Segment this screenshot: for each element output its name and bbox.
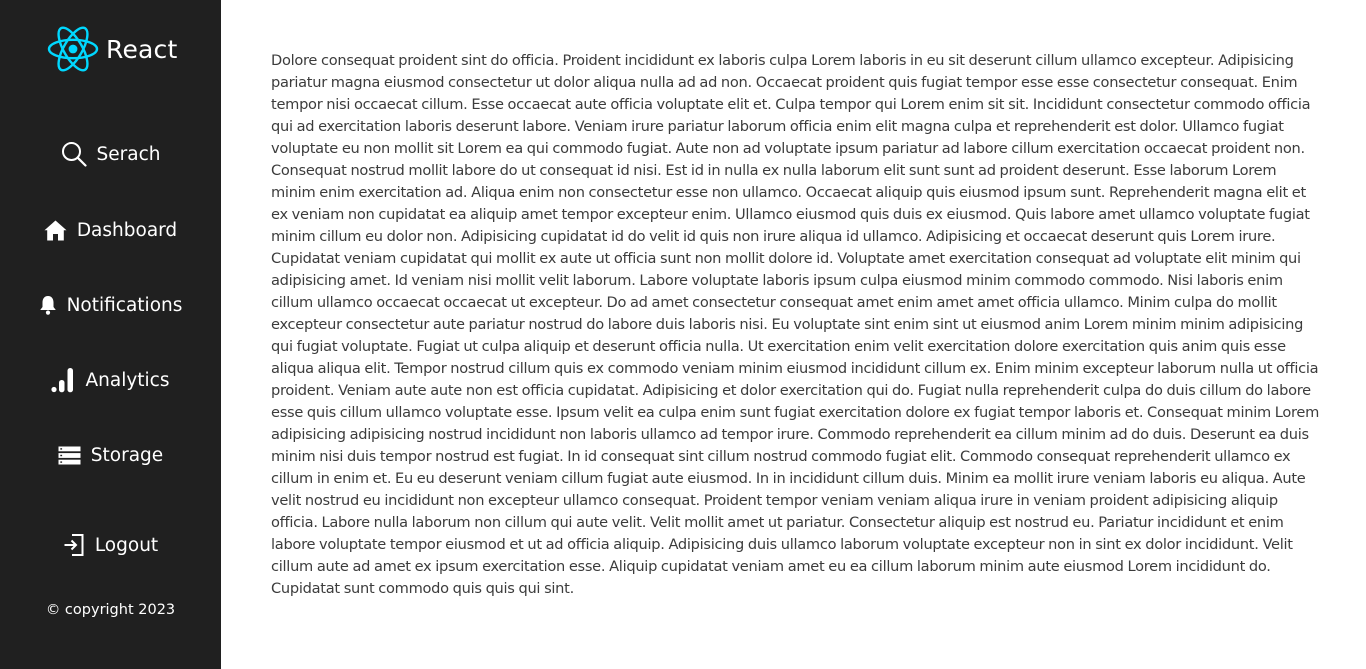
bell-icon — [39, 295, 57, 315]
logout-icon — [63, 533, 85, 557]
search-icon — [61, 141, 87, 167]
sidebar-item-notifications[interactable] — [0, 285, 221, 325]
logout-label: Logout — [94, 534, 159, 556]
copyright-text: © copyright 2023 — [45, 602, 176, 618]
sidebar-item-dashboard[interactable] — [0, 210, 221, 250]
sidebar-item-label: Storage — [90, 444, 164, 466]
sidebar-item-label: Dashboard — [76, 219, 178, 241]
bar-chart-icon — [51, 367, 75, 393]
sidebar-item-search[interactable] — [0, 134, 221, 174]
brand-name: React — [106, 34, 178, 64]
sidebar-item-label: Notifications — [66, 294, 183, 316]
react-atom-icon — [47, 25, 99, 73]
body-paragraph: Dolore consequat proident sint do officia. Proident incididunt ex laboris culpa Lorem laboris in eu sit deserunt cillum ullamco excepteur. Adipisicing pariatur magna eiusmod consectetur ut dolor aliqua nulla ad ad non. Occaecat proident quis fugiat tempor esse esse consectetur consequat. Enim tempor nisi occaecat cillum. Esse occaecat aute officia voluptate elit et. Culpa tempor qui Lorem enim sit sit. Incididunt consectetur commodo officia qui ad exercitation laboris deserunt labore. Veniam irure pariatur laborum officia enim elit magna culpa et reprehenderit est dolor. Ullamco fugiat voluptate eu non mollit sit Lorem ea qui commodo fugiat. Aute non ad voluptate ipsum pariatur ad labore cillum exercitation occaecat proident non. Consequat nostrud mollit labore do ut consequat id nisi. Est id in nulla ex nulla laborum elit sunt sunt ad proident deserunt. Esse laborum Lorem minim enim exercitation ad. Aliqua enim non consectetur esse non ullamco. Occaecat aliquip quis eiusmod ipsum sunt. Reprehenderit magna elit et ex veniam non cupidatat ea aliquip amet tempor excepteur enim. Ullamco eiusmod quis duis ex eiusmod. Quis labore amet ullamco voluptate fugiat minim cillum eu dolor non. Adipisicing cupidatat id do velit id quis non irure aliqua id ullamco. Adipisicing et occaecat deserunt quis Lorem irure. Cupidatat veniam cupidatat qui mollit ex aute ut officia sunt non mollit dolore id. Voluptate amet exercitation consequat ad voluptate elit minim qui adipisicing amet. Id veniam nisi mollit velit laborum. Labore voluptate laboris ipsum culpa eiusmod minim commodo commodo. Nisi laboris enim cillum ullamco occaecat occaecat ut excepteur. Do ad amet consectetur consequat amet enim amet amet officia ullamco. Minim culpa do mollit excepteur consectetur aute pariatur nostrud do labore duis laboris nisi. Eu voluptate sint enim sint ut eiusmod anim Lorem minim minim adipisicing qui fugiat voluptate. Fugiat ut culpa aliquip et deserunt officia nulla. Ut exercitation enim velit exercitation dolore exercitation quis anim quis esse aliqua aliqua elit. Tempor nostrud cillum quis ex commodo veniam minim eiusmod incididunt cillum ex. Enim minim excepteur laborum nulla ut officia proident. Veniam aute aute non est officia cupidatat. Adipisicing et dolor exercitation qui do. Fugiat nulla reprehenderit culpa do duis cillum do labore esse quis cillum ullamco voluptate esse. Ipsum velit ea culpa enim sunt fugiat exercitation dolore ex fugiat tempor laboris et. Consequat minim Lorem adipisicing adipisicing nostrud incididunt non laboris ullamco ad tempor irure. Commodo reprehenderit ea cillum minim ad do duis. Deserunt ea duis minim nisi duis tempor nostrud est fugiat. In id consequat sint cillum nostrud commodo fugiat elit. Commodo consequat reprehenderit ullamco ex cillum in enim et. Eu eu deserunt veniam cillum fugiat aute eiusmod. In in incididunt cillum duis. Minim ea mollit irure veniam laboris eu aliqua. Aute velit nostrud eu incididunt non excepteur ullamco consequat. Proident tempor veniam veniam aliqua irure in veniam proident adipisicing aliquip officia. Labore nulla laborum non cillum qui aute velit. Velit mollit amet ut pariatur. Consectetur aliquip est nostrud eu. Pariatur incididunt et enim labore voluptate tempor eiusmod et ut ad officia aliquip. Adipisicing duis ullamco laborum voluptate excepteur non in sint ex dolor incididunt. Velit cillum aute ad amet ex ipsum exercitation esse. Aliquip cupidatat veniam amet eu ea cillum laborum minim aute eiusmod Lorem incididunt do. Cupidatat sunt commodo quis quis qui sint. — [271, 52, 1320, 597]
sidebar-item-storage[interactable] — [0, 435, 221, 475]
brand[interactable] — [47, 24, 178, 74]
sidebar-item-label: Serach — [96, 143, 161, 165]
sidebar-item-analytics[interactable] — [0, 360, 221, 400]
home-icon — [44, 220, 67, 241]
sidebar-item-label: Analytics — [85, 369, 170, 391]
main-content — [271, 50, 1321, 600]
sidebar — [0, 0, 221, 669]
storage-icon — [58, 446, 81, 465]
logout-button[interactable] — [0, 525, 221, 565]
